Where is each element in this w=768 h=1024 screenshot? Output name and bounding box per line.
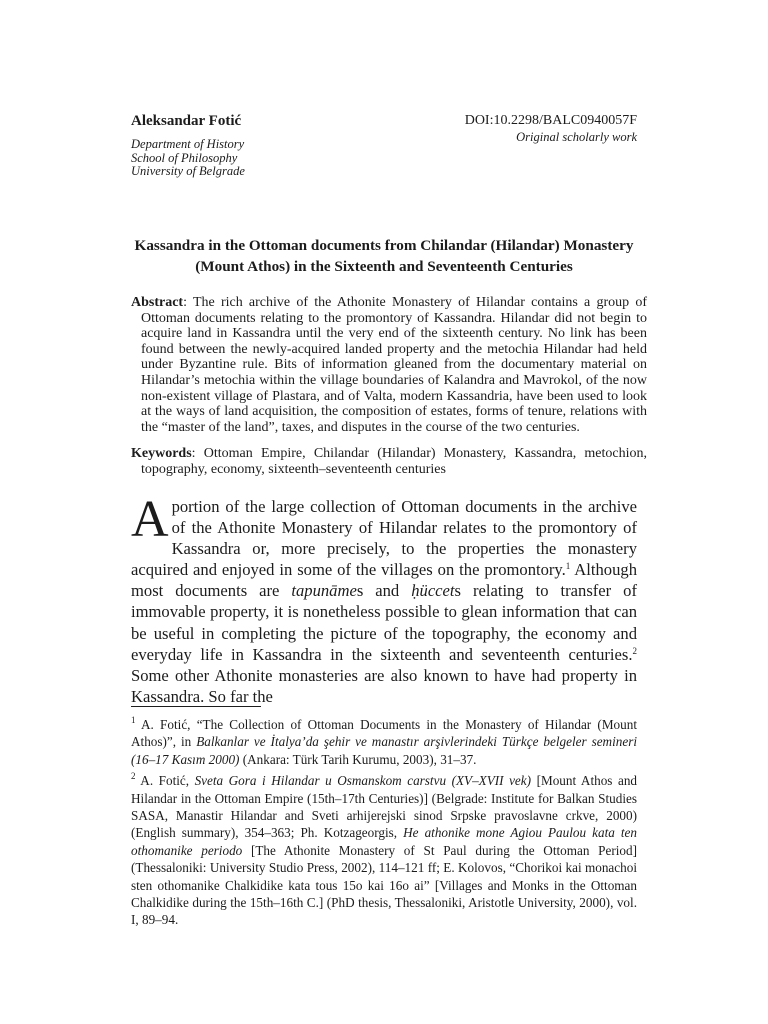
- footnote-title: Balkanlar ve İtalya’da şehir ve manastır arşivlerindeki Türkçe belgeler semineri (16–17 Kasım 2000): [131, 734, 637, 767]
- footnote-text: A. Fotić, “The Collection of Ottoman Documents in the Monastery of Hilandar (Mount Athos)”, in: [131, 717, 637, 750]
- term-huccet: ḥüccet: [411, 581, 455, 601]
- footnote-number: 2: [131, 771, 136, 782]
- body-text-segment: Some other Athonite monasteries are also known to have had property in Kassandra. So far the: [131, 665, 637, 706]
- body-paragraph: [131, 491, 637, 707]
- body-text-segment: s relating to transfer of immovable property, it is nonetheless possible to glean information that can be useful in completing the picture of the topography, the economy and everyday life in Kassandra in the sixteenth and seventeenth centuries.: [131, 581, 637, 664]
- footnote-ref-2[interactable]: 2: [632, 645, 637, 656]
- footnote-2: [131, 772, 637, 929]
- footnotes: [131, 716, 637, 933]
- doi-block: [465, 113, 637, 145]
- keywords: [131, 446, 647, 477]
- abstract-text: : The rich archive of the Athonite Monastery of Hilandar contains a group of Ottoman documents relating to the promontory of Kassandra. Hilandar did not begin to acquire land in Kassandra until the very end of the sixteenth century. No link has been found between the newly-acquired landed property and the metochia Hilandar had held under Byzantine rule. Bits of information gleaned from the documentary material on Hilandar’s metochia within the village boundaries of Kalandra and Mavrokol, of the now non-existent village of Plastara, and of Valta, modern Kassandria, have been used to look at the ways of land acquisition, the composition of estates, forms of tenure, relations with the “master of the land”, taxes, and disputes in the course of the two centuries.: [141, 295, 647, 435]
- article-type: Original scholarly work: [516, 130, 637, 144]
- body-text-segment: Although most documents are: [131, 560, 637, 601]
- footnote-ref-1[interactable]: 1: [565, 561, 571, 572]
- footnote-text: (Ankara: Türk Tarih Kurumu, 2003), 31–37.: [239, 751, 477, 767]
- affiliation-line: Department of History: [131, 137, 245, 151]
- term-tapuname: tapunāme: [291, 581, 357, 601]
- footnote-number: 1: [131, 715, 136, 725]
- affiliation-line: School of Philosophy: [131, 150, 238, 165]
- abstract-label: Abstract: [131, 295, 184, 310]
- footnote-title: He athonike mone Agiou Paulou kata ten othomanike periodo: [131, 825, 637, 858]
- footnote-text: [Mount Athos and Hilandar in the Ottoman Empire (15th–17th Centuries)] (Belgrade: Institute for Balkan Studies SASA, Manastir Hilandar and Sveti arhijerejski sinod Srpske pravoslavne crkve, 2000) (English summary), 354–363; Ph. Kotzageorgis,: [131, 773, 638, 841]
- affiliation-line: University of Belgrade: [131, 164, 245, 178]
- footnote-text: A. Fotić,: [135, 773, 195, 789]
- author-name: Aleksandar Fotić: [131, 113, 242, 129]
- footnote-divider: [131, 706, 261, 707]
- paper-title: Kassandra in the Ottoman documents from Chilandar (Hilandar) Monastery (Mount Athos) in the Sixteenth and Seventeenth Centuries: [134, 237, 634, 275]
- keywords-label: Keywords: [131, 446, 192, 461]
- drop-cap: A: [131, 491, 169, 548]
- keywords-text: : Ottoman Empire, Chilandar (Hilandar) Monastery, Kassandra, metochion, topography, economy, sixteenth–seventeenth centuries: [141, 446, 647, 477]
- doi: DOI:10.2298/BALC0940057F: [464, 113, 637, 128]
- body-text-segment: s and: [356, 581, 412, 601]
- footnote-text: [The Athonite Monastery of St Paul during the Ottoman Period] (Thessaloniki: University Studio Press, 2002), 114–121 ff; E. Kolovos, “Chorikoi kai monachoi sten othomanike Chalkidike kata tous 15o kai 16o ai” [Villages and Monks in the Ottoman Chalkidike during the 15th–16th C.] (PhD thesis, Thessaloniki, Aristotle University, 2000), vol. I, 89–94.: [131, 842, 637, 928]
- footnote-1: [131, 716, 637, 768]
- author-affiliation: [131, 138, 245, 179]
- body-text-segment: portion of the large collection of Ottoman documents in the archive of the Athonite Monastery of Hilandar relates to the promontory of Kassandra or, more precisely, to the properties the monastery acquired and enjoyed in some of the villages on the promontory.: [131, 497, 637, 580]
- footnote-title: Sveta Gora i Hilandar u Osmanskom carstvu (XV–XVII vek): [194, 773, 532, 789]
- abstract: [131, 295, 647, 435]
